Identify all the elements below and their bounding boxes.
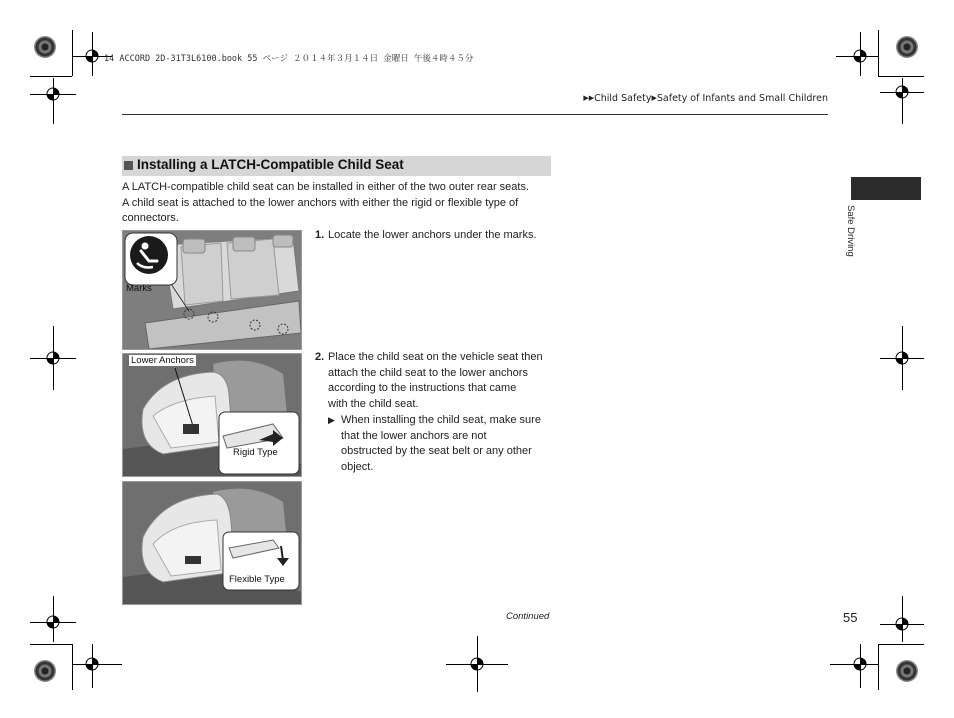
header-rule — [122, 114, 828, 115]
step-line: Locate the lower anchors under the marks. — [328, 229, 537, 241]
color-bar-ornament — [896, 660, 918, 682]
rigid-type-label: Rigid Type — [233, 447, 278, 458]
breadcrumb — [583, 93, 828, 104]
section-title: Installing a LATCH-Compatible Child Seat — [137, 157, 404, 172]
flexible-type-label: Flexible Type — [229, 574, 285, 585]
intro-line: A LATCH-compatible child seat can be installed in either of the two outer rear seats. — [122, 181, 530, 193]
note-line: that the lower anchors are not — [341, 429, 487, 442]
note-line: object. — [341, 460, 374, 473]
continued-label: Continued — [506, 611, 550, 622]
step-text — [328, 228, 537, 244]
registration-mark-icon — [894, 616, 910, 632]
child-seat-flexible-illustration — [123, 482, 301, 604]
registration-mark-icon — [84, 656, 100, 672]
breadcrumb-item-safety-of-infants[interactable]: Safety of Infants and Small Children — [656, 93, 828, 104]
arrow-icon: ▶ — [651, 94, 657, 102]
note-line: When installing the child seat, make sure — [341, 414, 541, 426]
step-line: attach the child seat to the lower anchors — [328, 366, 528, 379]
step-text — [328, 350, 543, 412]
step-number: 1. — [315, 229, 325, 241]
note-text — [341, 413, 541, 475]
registration-mark-icon — [852, 48, 868, 64]
registration-mark-icon — [84, 48, 100, 64]
registration-mark-icon — [469, 656, 485, 672]
step-line: according to the instructions that came — [328, 382, 517, 395]
color-bar-ornament — [34, 36, 56, 58]
registration-mark-icon — [894, 350, 910, 366]
step-line: Place the child seat on the vehicle seat then — [328, 351, 543, 363]
registration-mark-icon — [852, 656, 868, 672]
page-number: 55 — [843, 610, 858, 625]
registration-mark-icon — [894, 84, 910, 100]
figure-rigid-type — [122, 353, 302, 477]
double-arrow-icon: ▶▶ — [583, 94, 595, 102]
lower-anchors-label: Lower Anchors — [131, 355, 194, 366]
registration-mark-icon — [45, 614, 61, 630]
color-bar-ornament — [34, 660, 56, 682]
registration-mark-icon — [45, 86, 61, 102]
figure-flexible-type — [122, 481, 302, 605]
step-line: with the child seat. — [328, 397, 419, 410]
step-number: 2. — [315, 351, 325, 363]
chapter-tab-label: Safe Driving — [845, 205, 856, 257]
registration-mark-icon — [45, 350, 61, 366]
color-bar-ornament — [896, 36, 918, 58]
intro-line: connectors. — [122, 212, 179, 225]
triangle-bullet-icon: ▶ — [328, 415, 335, 425]
square-bullet-icon — [124, 161, 133, 170]
figure-rear-seat-marks — [122, 230, 302, 350]
intro-line: A child seat is attached to the lower anchors with either the rigid or flexible type of — [122, 196, 519, 209]
marks-label: Marks — [126, 283, 152, 294]
breadcrumb-item-child-safety[interactable]: Child Safety — [594, 93, 652, 104]
chapter-tab[interactable] — [851, 177, 921, 200]
note-line: obstructed by the seat belt or any other — [341, 445, 532, 458]
intro-paragraph — [122, 180, 552, 227]
print-header: 14 ACCORD 2D-31T3L6100.book 55 ページ ２０１４年３月１４日 金曜日 午後４時４５分 — [104, 54, 474, 64]
